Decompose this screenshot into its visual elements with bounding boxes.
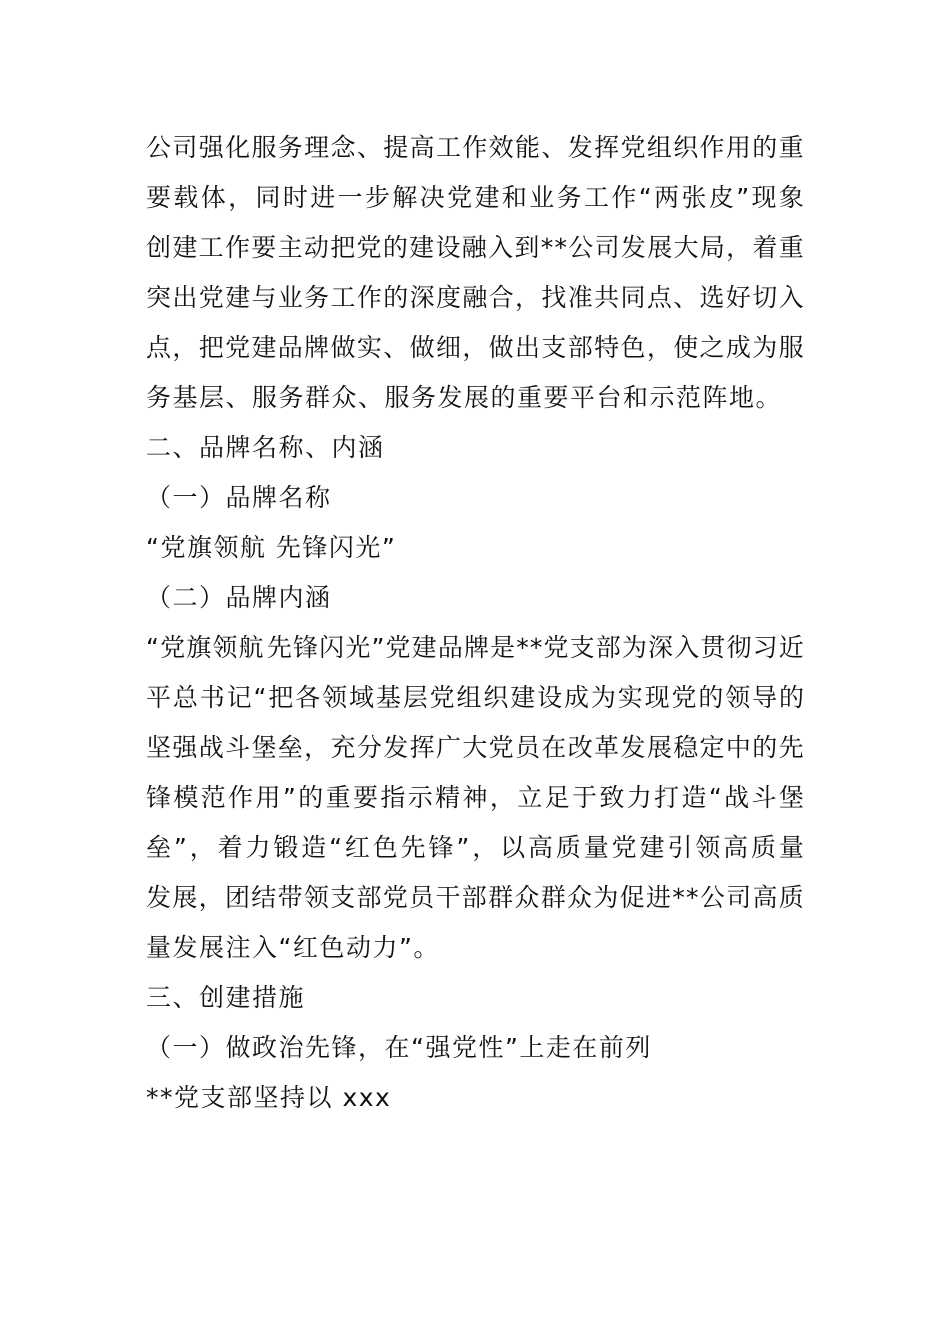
text-line: 发 展 ， 团 结 带 领 支 部 党 员 干 部 群 众 群 众 为 促 进 * * 公 司 高 质 [146,883,804,912]
heading-brand-name-connotation: 二、品牌名称、内涵 [146,433,385,462]
text-line: “ 党 旗 领 航 先 锋 闪 光 ” 党 建 品 牌 是 * * 党 支 部 为 深 入 贯 彻 习 近 [146,633,804,662]
subheading-political-vanguard: （一）做政治先锋，在“强党性”上走在前列 [146,1033,652,1062]
text-line: 垒 ” ， 着 力 锻 造 “ 红 色 先 锋 ” ， 以 高 质 量 党 建 引 领 高 质 量 [146,833,804,862]
brand-name-text: “党旗领航 先锋闪光” [146,533,397,562]
heading-creation-measures: 三、创建措施 [146,983,306,1012]
text-line: 创 建 工 作 要 主 动 把 党 的 建 设 融 入 到 * * 公 司 发 展 大 局 ， 着 重 [146,233,804,262]
subheading-brand-name: （一）品牌名称 [146,483,332,512]
text-line: 量发展注入“红色动力”。 [146,933,440,962]
text-line: 务基层、服务群众、服务发展的重要平台和示范阵地。 [146,383,783,412]
text-line: 要 载 体 ， 同 时 进 一 步 解 决 党 建 和 业 务 工 作 “ 两 张 皮 ” 现 象 [146,183,804,212]
text-line: 坚 强 战 斗 堡 垒 ， 充 分 发 挥 广 大 党 员 在 改 革 发 展 稳 定 中 的 先 [146,733,804,762]
subheading-brand-connotation: （二）品牌内涵 [146,583,332,612]
text-line: 公 司 强 化 服 务 理 念 、 提 高 工 作 效 能 、 发 挥 党 组 织 作 用 的 重 [146,133,804,162]
text-line: 突 出 党 建 与 业 务 工 作 的 深 度 融 合 ， 找 准 共 同 点 、 选 好 切 入 [146,283,804,312]
text-line: 锋 模 范 作 用 ” 的 重 要 指 示 精 神 ， 立 足 于 致 力 打 造 “ 战 斗 堡 [146,783,804,812]
text-line: 点 ， 把 党 建 品 牌 做 实 、 做 细 ， 做 出 支 部 特 色 ， 使 之 成 为 服 [146,333,804,362]
text-line: 平 总 书 记 “ 把 各 领 域 基 层 党 组 织 建 设 成 为 实 现 党 的 领 导 的 [146,683,804,712]
measure-body-text: **党支部坚持以 xxx [146,1083,392,1112]
